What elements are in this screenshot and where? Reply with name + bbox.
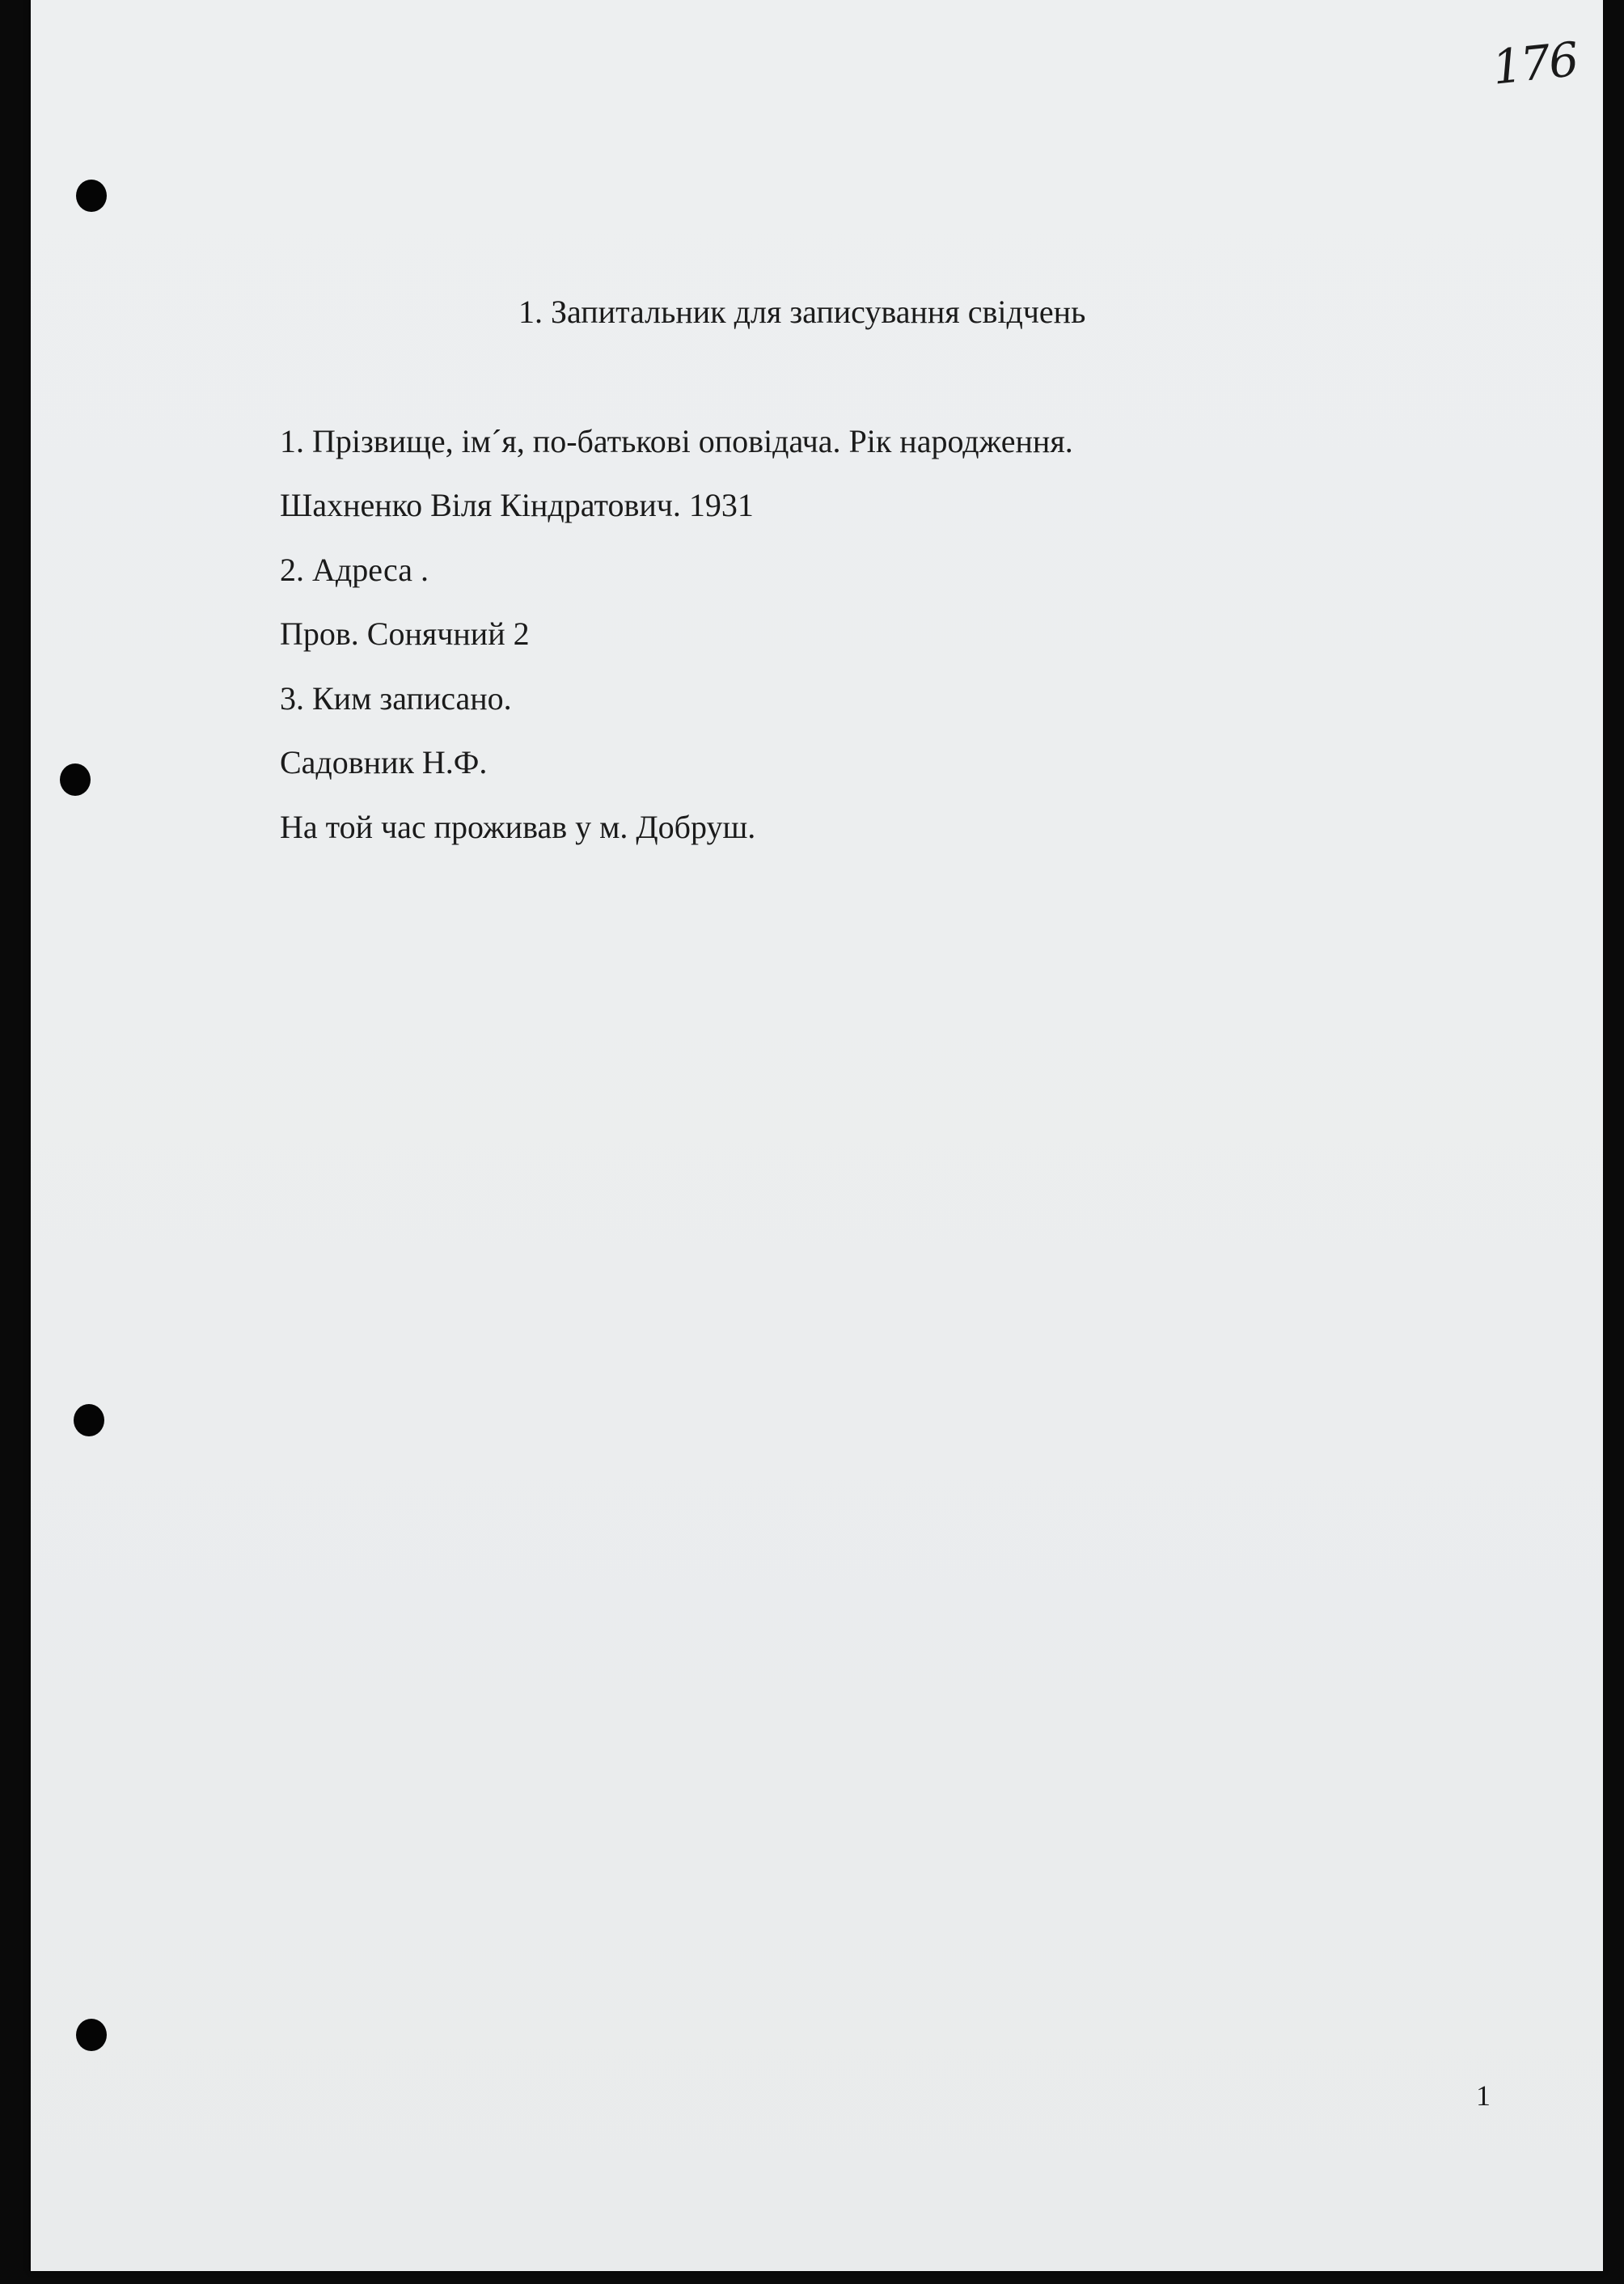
answer-name-line: Шахненко Віля Кіндратович. 1931 — [280, 487, 754, 523]
punch-hole — [76, 2019, 107, 2051]
punch-hole — [74, 1404, 104, 1436]
residence-note-line: На той час проживав у м. Добруш. — [280, 809, 756, 845]
question-address-line: 2. Адреса . — [280, 552, 429, 588]
document-title: 1. Запитальник для записування свідчень — [518, 294, 1086, 330]
page-number: 1 — [1476, 2079, 1491, 2112]
handwritten-archive-number: 176 — [1490, 32, 1580, 95]
question-name-line: 1. Прізвище, ім´я, по-батькові оповідача. Рік народження. — [280, 423, 1073, 459]
question-recorder-line: 3. Ким записано. — [280, 680, 512, 717]
answer-recorder-line: Садовник Н.Ф. — [280, 744, 488, 780]
punch-hole — [76, 180, 107, 212]
answer-address-line: Пров. Сонячний 2 — [280, 615, 530, 652]
paper-sheet — [31, 0, 1603, 2271]
punch-hole — [60, 763, 91, 796]
